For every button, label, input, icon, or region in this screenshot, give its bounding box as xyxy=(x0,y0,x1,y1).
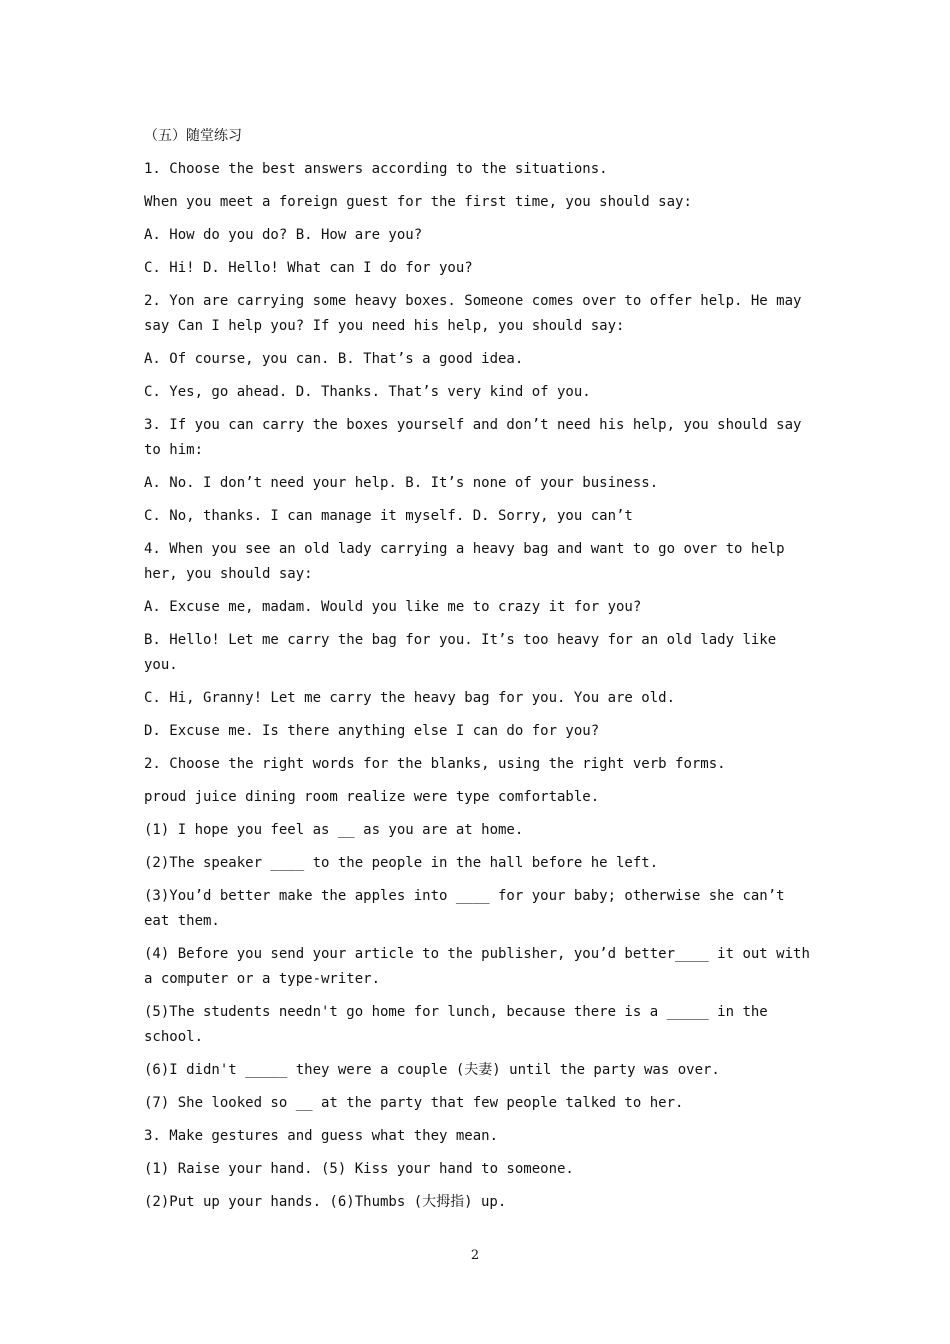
text-line: 2. Choose the right words for the blanks, using the right verb forms. xyxy=(144,756,726,772)
text-line: proud juice dining room realize were type comfortable. xyxy=(144,789,600,805)
text-line: A. How do you do? B. How are you? xyxy=(144,227,423,243)
page-number: 2 xyxy=(470,1248,480,1263)
text-line: A. No. I don’t need your help. B. It’s none of your business. xyxy=(144,475,659,491)
text-line: When you meet a foreign guest for the first time, you should say: xyxy=(144,194,692,210)
text-line: B. Hello! Let me carry the bag for you. It’s too heavy for an old lady like you. xyxy=(144,632,785,673)
text-line: (1) I hope you feel as __ as you are at home. xyxy=(144,822,524,838)
text-line: (7) She looked so __ at the party that few people talked to her. xyxy=(144,1095,684,1111)
text-line: 3. If you can carry the boxes yourself and don’t need his help, you should say to him: xyxy=(144,417,810,458)
text-line: 3. Make gestures and guess what they mean. xyxy=(144,1128,499,1144)
text-line: (4) Before you send your article to the publisher, you’d better____ it out with a computer or a type-writer. xyxy=(144,946,819,987)
text-line: 1. Choose the best answers according to the situations. xyxy=(144,161,608,177)
section-heading: （五）随堂练习 xyxy=(144,128,242,144)
text-line: (2)Put up your hands. (6)Thumbs (大拇指) up. xyxy=(144,1194,507,1210)
text-line: C. Hi, Granny! Let me carry the heavy bag for you. You are old. xyxy=(144,690,676,706)
text-line: A. Excuse me, madam. Would you like me to crazy it for you? xyxy=(144,599,642,615)
text-line: 4. When you see an old lady carrying a heavy bag and want to go over to help her, you should say: xyxy=(144,541,794,582)
text-line: (6)I didn't _____ they were a couple (夫妻) until the party was over. xyxy=(144,1062,720,1078)
text-line: C. Hi! D. Hello! What can I do for you? xyxy=(144,260,473,276)
text-line: (5)The students needn't go home for lunch, because there is a _____ in the school. xyxy=(144,1004,777,1045)
text-line: (3)You’d better make the apples into ____ for your baby; otherwise she can’t eat them. xyxy=(144,888,794,929)
text-line: D. Excuse me. Is there anything else I can do for you? xyxy=(144,723,600,739)
text-line: (2)The speaker ____ to the people in the hall before he left. xyxy=(144,855,659,871)
text-line: 2. Yon are carrying some heavy boxes. Someone comes over to offer help. He may say Can I help you? If you need his help, you should say: xyxy=(144,293,810,334)
document-body xyxy=(144,124,819,1223)
text-line: (1) Raise your hand. (5) Kiss your hand to someone. xyxy=(144,1161,574,1177)
text-line: C. Yes, go ahead. D. Thanks. That’s very kind of you. xyxy=(144,384,591,400)
text-line: A. Of course, you can. B. That’s a good idea. xyxy=(144,351,524,367)
text-line: C. No, thanks. I can manage it myself. D. Sorry, you can’t xyxy=(144,508,633,524)
exercise-lines xyxy=(144,157,819,1215)
